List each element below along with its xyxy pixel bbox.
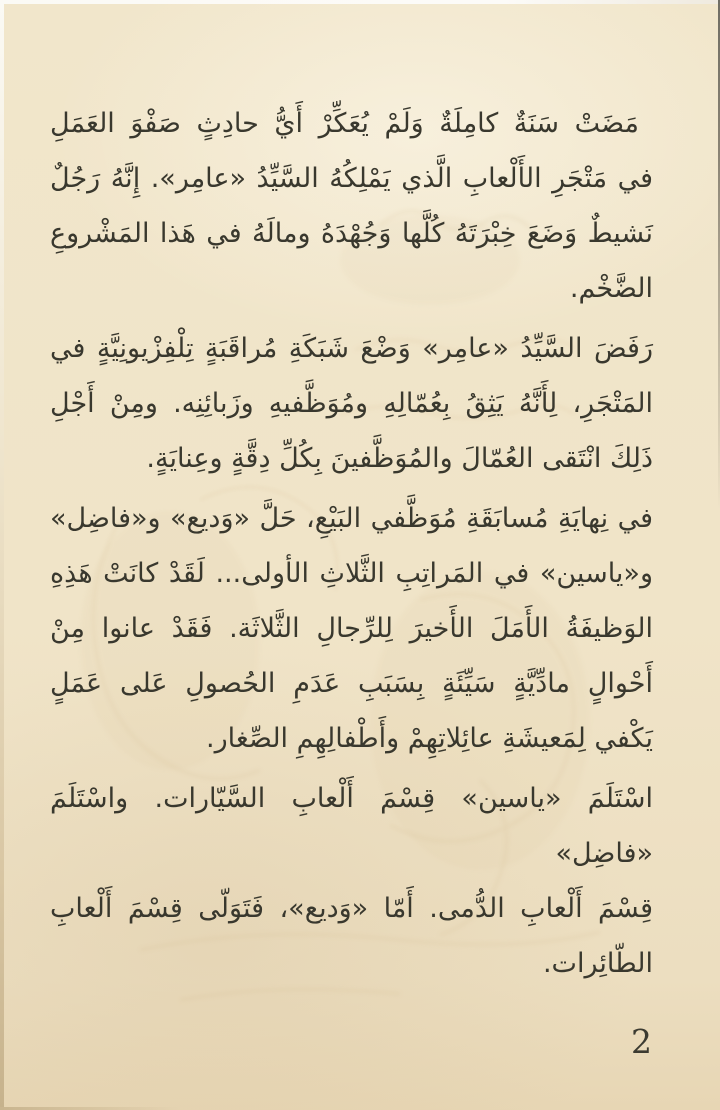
story-text-block xyxy=(50,96,653,996)
text-line: قِسْمَ أَلْعابِ الدُّمى. أَمّا «وَديع»، فَتَوَلّى قِسْمَ أَلْعابِ xyxy=(50,893,653,924)
text-line: الوَظيفَةُ الأَمَلَ الأَخيرَ لِلرِّجالِ الثَّلاثَة. فَقَدْ عانوا مِنْ xyxy=(50,613,653,644)
text-line: نَشيطٌ وَضَعَ خِبْرَتَهُ كُلَّها وَجُهْدَهُ ومالَهُ في هَذا المَشْروعِ xyxy=(50,218,653,249)
paragraph xyxy=(50,491,653,766)
paragraph xyxy=(50,321,653,486)
text-line: الطّائِرات. xyxy=(542,948,653,979)
text-line: أَحْوالٍ مادِّيَّةٍ سَيِّئَةٍ بِسَبَبِ عَدَمِ الحُصولِ عَلى عَمَلٍ xyxy=(50,668,653,699)
text-line: مَضَتْ سَنَةٌ كامِلَةٌ وَلَمْ يُعَكِّرْ أَيُّ حادِثٍ صَفْوَ العَمَلِ xyxy=(50,108,639,139)
text-line: و«ياسين» في المَراتِبِ الثَّلاثِ الأولى... لَقَدْ كانَتْ هَذِهِ xyxy=(50,558,653,589)
page-edge-top xyxy=(0,0,720,4)
text-line: اسْتَلَمَ «ياسين» قِسْمَ أَلْعابِ السَّيّارات. واسْتَلَمَ «فاضِل» xyxy=(50,783,653,869)
paragraph xyxy=(50,771,653,991)
text-line: في مَتْجَرِ الأَلْعابِ الَّذي يَمْلِكُهُ السَّيِّدُ «عامِر». إِنَّهُ رَجُلٌ xyxy=(50,163,653,194)
text-line: المَتْجَرِ، لِأَنَّهُ يَثِقُ بِعُمّالِهِ ومُوَظَّفيهِ وزَبائِنِه. ومِنْ أَجْلِ xyxy=(50,388,653,419)
text-line: ذَلِكَ انْتَقى العُمّالَ والمُوَظَّفينَ بِكُلِّ دِقَّةٍ وعِنايَةٍ. xyxy=(146,443,653,474)
text-line: رَفَضَ السَّيِّدُ «عامِر» وَضْعَ شَبَكَةِ مُراقَبَةٍ تِلْفِزْيونِيَّةٍ في xyxy=(50,333,653,364)
text-line: في نِهايَةِ مُسابَقَةِ مُوَظَّفي البَيْعِ، حَلَّ «وَديع» و«فاضِل» xyxy=(50,503,653,534)
page-edge-left xyxy=(0,0,4,1110)
page-number: 2 xyxy=(631,1022,652,1061)
text-line: الضَّخْم. xyxy=(569,273,653,304)
text-line: يَكْفي لِمَعيشَةِ عائِلاتِهِمْ وأَطْفالِهِمِ الصِّغار. xyxy=(206,723,653,754)
paragraph xyxy=(50,96,653,316)
